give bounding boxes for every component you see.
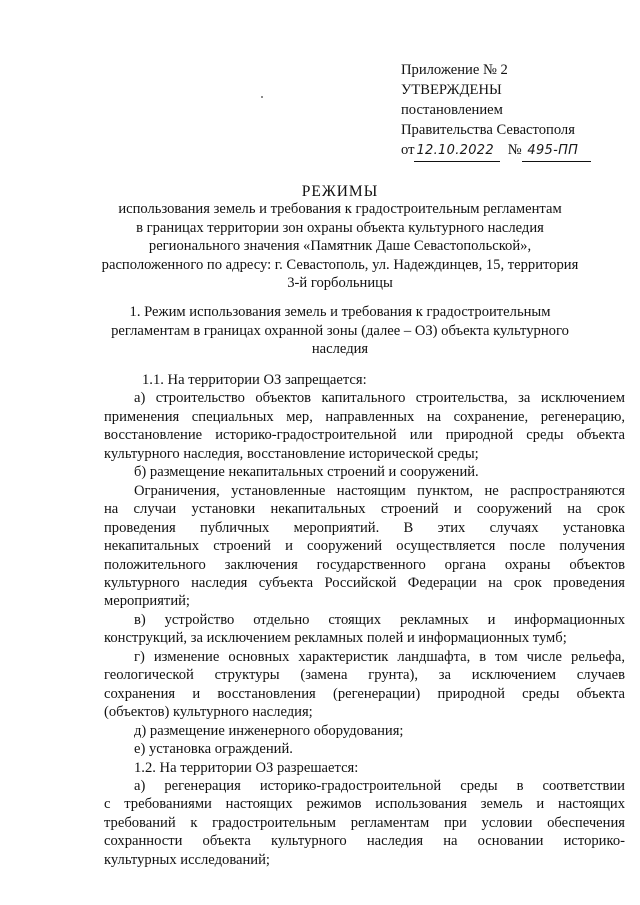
item-a-line: восстановление историко-градостроительной или природной среды объекта bbox=[104, 427, 625, 444]
document-title: РЕЖИМЫ bbox=[301, 183, 379, 200]
date-field bbox=[414, 140, 500, 162]
subtitle-line: в границах территории зон охраны объекта культурного наследия bbox=[136, 219, 544, 236]
subtitle-line: использования земель и требования к градостроительным регламентам bbox=[118, 201, 562, 217]
appendix-label: Приложение № 2 bbox=[401, 62, 508, 78]
section-1-heading bbox=[60, 303, 620, 359]
item-g-line: геологической структуры (замена грунта), за исключением случаев bbox=[104, 667, 625, 684]
item-a-line: а) строительство объектов капитального строительства, за исключением bbox=[134, 390, 625, 407]
item-a-line: применения специальных мер, направленных на сохранение, регенерацию, bbox=[104, 408, 625, 425]
item-d-line: д) размещение инженерного оборудования; bbox=[134, 722, 404, 739]
authority-label: Правительства Севастополя bbox=[401, 122, 575, 138]
item-g-line: (объектов) культурного наследия; bbox=[104, 704, 313, 721]
date-number-line bbox=[401, 140, 633, 162]
item-v-line: в) устройство отдельно стоящих рекламных и информационных bbox=[134, 611, 625, 628]
approval-block bbox=[401, 60, 633, 162]
subtitle-line: регионального значения «Памятник Даше Севастопольской», bbox=[148, 238, 532, 254]
restriction-line: на случаи установки некапитальных строений и сооружений на срок bbox=[104, 501, 625, 518]
permitted-item-a-line: с требованиями настоящих режимов использования земель и настоящих bbox=[104, 796, 625, 813]
restriction-line: положительного заключения государственного органа охраны объектов bbox=[104, 556, 625, 573]
item-v-line: конструкций, за исключением рекламных полей и информационных тумб; bbox=[104, 630, 567, 647]
restriction-line: мероприятий; bbox=[104, 593, 190, 610]
permitted-item-a-line: сохранности объекта культурного наследия на основании историко- bbox=[104, 833, 625, 850]
item-e-line: е) установка ограждений. bbox=[134, 741, 293, 758]
number-field bbox=[522, 140, 591, 162]
handwritten-date: 12.10.2022 bbox=[416, 143, 494, 158]
restriction-line: Ограничения, установленные настоящим пунктом, не распространяются bbox=[134, 482, 625, 499]
subtitle-line: 3-й горбольницы bbox=[287, 275, 393, 291]
decree-label: постановлением bbox=[401, 102, 503, 118]
item-g-line: сохранения и восстановления (регенерации) природной среды объекта bbox=[104, 685, 625, 702]
section-heading-line: регламентам в границах охранной зоны (далее – ОЗ) объекта культурного bbox=[111, 322, 569, 339]
clause-1-1: 1.1. На территории ОЗ запрещается: bbox=[142, 372, 367, 388]
item-g-line: г) изменение основных характеристик ландшафта, в том числе рельефа, bbox=[134, 648, 625, 665]
clause-1-2: 1.2. На территории ОЗ разрешается: bbox=[134, 759, 359, 776]
section-heading-line: 1. Режим использования земель и требования к градостроительным bbox=[129, 304, 551, 320]
subtitle-line: расположенного по адресу: г. Севастополь, ул. Надеждинцев, 15, территория bbox=[101, 256, 579, 273]
permitted-item-a-line: а) регенерация историко-градостроительной среды в соответствии bbox=[134, 777, 625, 794]
handwritten-number: 495-ПП bbox=[527, 143, 579, 158]
speck-mark bbox=[261, 96, 263, 98]
item-b-line: б) размещение некапитальных строений и сооружений. bbox=[134, 464, 479, 481]
restriction-line: некапитальных строений и сооружений осуществляется после получения bbox=[104, 538, 625, 555]
item-a-line: культурного наследия, восстановление исторической среды; bbox=[104, 445, 479, 462]
restriction-line: проведения публичных мероприятий. В этих случаях установка bbox=[104, 519, 625, 536]
from-label: от bbox=[401, 142, 415, 158]
section-heading-line: наследия bbox=[311, 341, 369, 358]
permitted-item-a-line: требований к градостроительным регламентам при условии обеспечения bbox=[104, 814, 625, 831]
number-label: № bbox=[507, 142, 522, 158]
approved-label: УТВЕРЖДЕНЫ bbox=[401, 82, 502, 98]
document-body bbox=[104, 371, 625, 869]
document-subtitle bbox=[60, 200, 620, 293]
restriction-line: культурного наследия субъекта Российской Федерации на срок проведения bbox=[104, 574, 625, 591]
permitted-item-a-line: культурных исследований; bbox=[104, 851, 270, 868]
